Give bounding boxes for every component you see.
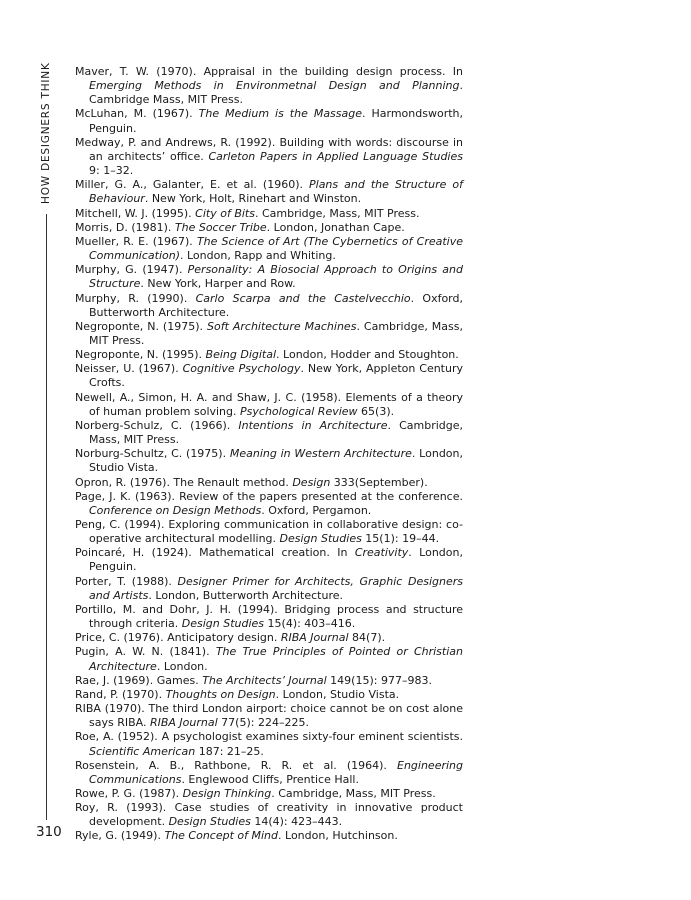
reference-text: Rowe, P. G. (1987).: [75, 786, 183, 800]
reference-publication: 187: 21–25.: [195, 744, 264, 758]
reference-text: Portillo, M. and Dohr, J. H. (1994). Bridging process and structure through criteria.: [75, 602, 463, 631]
reference-title: Cognitive Psychology: [182, 362, 301, 376]
reference-entry: [75, 631, 463, 645]
reference-text: Mitchell, W. J. (1995).: [75, 206, 196, 220]
reference-entry: [75, 688, 463, 702]
reference-title: Soft Architecture Machines: [206, 319, 357, 333]
reference-title: Meaning in Western Architecture: [229, 447, 412, 461]
reference-text: Morris, D. (1981).: [75, 220, 175, 234]
reference-text: Newell, A., Simon, H. A. and Shaw, J. C. (1958). Elements of a theory of human problem solving.: [75, 390, 463, 418]
reference-entry: [75, 546, 463, 574]
reference-text: RIBA (1970). The third London airport: choice cannot be on cost alone says RIBA.: [75, 702, 463, 730]
reference-text: Rand, P. (1970).: [75, 687, 166, 701]
reference-title: Thoughts on Design: [165, 687, 276, 701]
reference-publication: . London, Studio Vista.: [89, 447, 463, 475]
reference-publication: . London, Butterworth Architecture.: [148, 588, 344, 602]
reference-publication: . Cambridge, Mass, MIT Press.: [271, 786, 436, 800]
reference-entry: [75, 235, 463, 263]
reference-text: Rosenstein, A. B., Rathbone, R. R. et al. (1964).: [75, 758, 397, 772]
reference-publication: . London, Rapp and Whiting.: [180, 249, 336, 263]
reference-text: Maver, T. W. (1970). Appraisal in the building design process. In: [75, 65, 463, 78]
reference-title: Design Studies: [168, 815, 251, 829]
reference-entry: [75, 575, 463, 603]
reference-publication: . Cambridge Mass, MIT Press.: [89, 79, 463, 107]
reference-title: Scientific American: [89, 744, 196, 758]
reference-publication: . New York, Harper and Row.: [140, 277, 296, 291]
reference-title: Conference on Design Methods: [89, 503, 262, 517]
reference-entry: [75, 730, 463, 758]
reference-title: Intentions in Architecture: [238, 418, 388, 432]
reference-text: Peng, C. (1994). Exploring communication in collaborative design: co-operative architectural modelling.: [75, 518, 463, 546]
reference-text: Negroponte, N. (1995).: [75, 348, 206, 362]
reference-entry: [75, 207, 463, 221]
reference-title: Engineering Communications: [89, 758, 463, 786]
reference-publication: . New York, Holt, Rinehart and Winston.: [144, 192, 362, 206]
running-head: [40, 64, 56, 204]
reference-entry: [75, 320, 463, 348]
reference-publication: . Englewood Cliffs, Prentice Hall.: [181, 772, 359, 786]
reference-entry: [75, 136, 463, 178]
reference-text: Norberg-Schulz, C. (1966).: [75, 418, 239, 432]
reference-text: Roe, A. (1952). A psychologist examines sixty-four eminent scientists.: [75, 730, 463, 744]
reference-text: Rae, J. (1969). Games.: [75, 673, 203, 687]
reference-entry: [75, 178, 463, 206]
reference-title: Carleton Papers in Applied Language Studies: [208, 149, 463, 163]
reference-text: Murphy, R. (1990).: [75, 291, 196, 305]
reference-entry: [75, 829, 463, 843]
reference-entry: [75, 759, 463, 787]
reference-entry: [75, 518, 463, 546]
reference-publication: . Cambridge, Mass, MIT Press.: [89, 319, 463, 347]
reference-publication: 15(4): 403–416.: [264, 617, 356, 631]
reference-entry: [75, 107, 463, 135]
reference-publication: . Oxford, Butterworth Architecture.: [89, 291, 463, 319]
reference-text: Porter, T. (1988).: [75, 574, 178, 588]
reference-publication: . Harmondsworth, Penguin.: [89, 107, 463, 135]
reference-title: Personality: A Biosocial Approach to Origins and Structure: [89, 263, 464, 291]
reference-text: Pugin, A. W. N. (1841).: [75, 645, 216, 659]
reference-entry: [75, 362, 463, 390]
reference-publication: . New York, Appleton Century Crofts.: [89, 362, 463, 390]
reference-entry: [75, 348, 463, 362]
reference-text: Poincaré, H. (1924). Mathematical creation. In: [75, 546, 355, 560]
reference-entry: [75, 490, 463, 518]
reference-entry: [75, 447, 463, 475]
reference-entry: [75, 674, 463, 688]
reference-entry: [75, 419, 463, 447]
running-head-text: HOW DESIGNERS THINK: [40, 62, 52, 204]
reference-title: RIBA Journal: [280, 631, 349, 645]
reference-title: Carlo Scarpa and the Castelvecchio: [195, 291, 411, 305]
reference-entry: [75, 702, 463, 730]
margin-rule: [46, 214, 47, 820]
reference-text: McLuhan, M. (1967).: [75, 107, 199, 121]
reference-publication: . London, Studio Vista.: [275, 687, 400, 701]
reference-publication: . Cambridge, Mass, MIT Press.: [254, 206, 420, 220]
reference-publication: 77(5): 224–225.: [217, 716, 309, 730]
reference-entry: [75, 391, 463, 419]
reference-publication: . London.: [156, 659, 208, 673]
reference-publication: . London, Hodder and Stoughton.: [276, 348, 459, 362]
reference-text: Opron, R. (1976). The Renault method.: [75, 475, 293, 489]
reference-title: The Architects’ Journal: [202, 673, 327, 687]
reference-publication: 84(7).: [348, 631, 386, 645]
reference-title: The Soccer Tribe: [174, 220, 267, 234]
reference-title: RIBA Journal: [149, 716, 218, 730]
reference-entry: [75, 65, 463, 107]
reference-title: Plans and the Structure of Behaviour: [89, 178, 463, 206]
reference-entry: [75, 645, 463, 673]
reference-title: The Concept of Mind: [164, 829, 279, 843]
reference-title: Creativity: [354, 546, 409, 560]
reference-text: Negroponte, N. (1975).: [75, 319, 207, 333]
reference-publication: . Cambridge, Mass, MIT Press.: [89, 418, 464, 447]
reference-title: The Medium is the Massage: [198, 107, 363, 121]
page-number: 310: [36, 824, 62, 840]
reference-publication: . London, Hutchinson.: [278, 829, 398, 843]
reference-text: Page, J. K. (1963). Review of the papers presented at the conference.: [75, 489, 463, 503]
reference-title: Design Thinking: [182, 786, 272, 800]
reference-entry: [75, 221, 463, 235]
reference-title: Designer Primer for Architects, Graphic Designers and Artists: [89, 574, 463, 602]
reference-publication: . Oxford, Pergamon.: [261, 503, 372, 517]
reference-text: Medway, P. and Andrews, R. (1992). Building with words: discourse in an architects’ office.: [75, 135, 463, 163]
reference-text: Roy, R. (1993). Case studies of creativity in innovative product development.: [75, 801, 463, 829]
reference-title: Psychological Review: [240, 404, 358, 418]
reference-entry: [75, 801, 463, 829]
reference-text: Neisser, U. (1967).: [75, 362, 183, 376]
reference-publication: 149(15): 977–983.: [326, 673, 432, 687]
reference-entry: [75, 603, 463, 631]
reference-text: Miller, G. A., Galanter, E. et al. (1960).: [75, 178, 309, 192]
reference-publication: . London, Jonathan Cape.: [266, 220, 405, 234]
reference-title: Design Studies: [279, 532, 362, 546]
reference-list: [75, 65, 463, 844]
reference-entry: [75, 476, 463, 490]
reference-title: The True Principles of Pointed or Christian Architecture: [89, 645, 463, 673]
reference-entry: [75, 292, 463, 320]
reference-title: Being Digital: [205, 348, 277, 362]
reference-text: Price, C. (1976). Anticipatory design.: [75, 631, 281, 645]
reference-text: Norburg-Schultz, C. (1975).: [75, 447, 230, 461]
reference-publication: 65(3).: [357, 404, 395, 418]
reference-text: Mueller, R. E. (1967).: [75, 234, 197, 248]
reference-entry: [75, 787, 463, 801]
reference-publication: 9: 1–32.: [89, 164, 134, 178]
reference-publication: 14(4): 423–443.: [250, 815, 343, 829]
reference-title: City of Bits: [195, 206, 255, 220]
reference-title: Design Studies: [181, 617, 265, 631]
reference-entry: [75, 263, 463, 291]
reference-title: The Science of Art (The Cybernetics of Creative Communication): [89, 234, 463, 263]
reference-publication: 333(September).: [330, 475, 428, 489]
reference-text: Ryle, G. (1949).: [75, 829, 165, 843]
reference-title: Design: [292, 475, 331, 489]
reference-title: Emerging Methods in Environmetnal Design and Planning: [89, 79, 460, 93]
reference-publication: . London, Penguin.: [89, 546, 463, 574]
reference-publication: 15(1): 19–44.: [361, 532, 440, 546]
reference-text: Murphy, G. (1947).: [75, 263, 188, 277]
